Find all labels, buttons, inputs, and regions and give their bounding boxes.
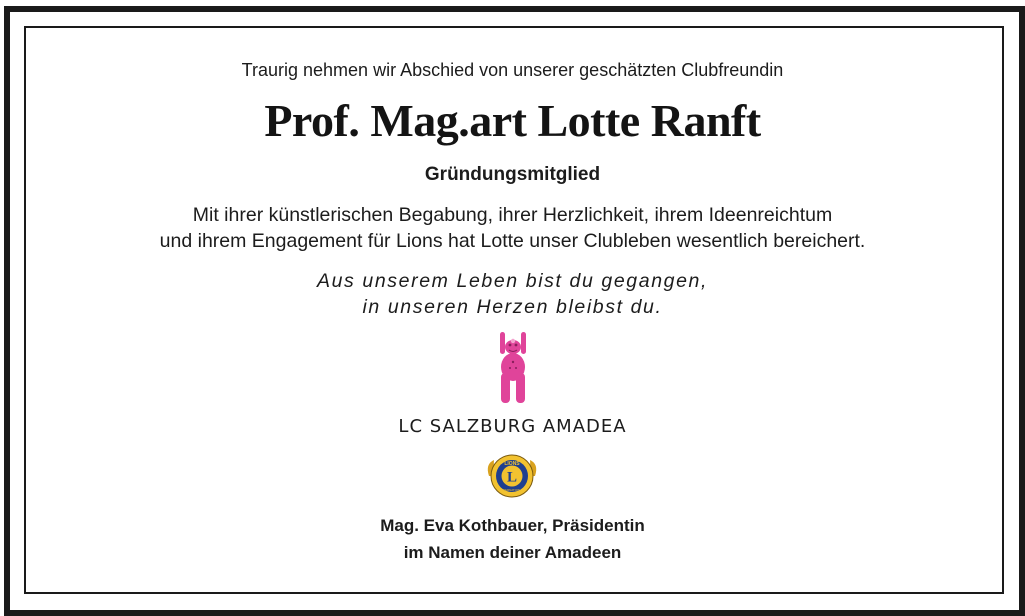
signer-note: im Namen deiner Amadeen [403, 543, 622, 562]
pink-figure-icon [493, 329, 533, 405]
member-role: Gründungsmitglied [424, 164, 601, 185]
tribute-line: Mit ihrer künstlerischen Begabung, ihrer Herzlichkeit, ihrem Ideenreichtum [192, 204, 833, 226]
lions-international-logo-icon [485, 448, 539, 504]
club-name: LC SALZBURG AMADEA [398, 416, 627, 437]
signer-name: Mag. Eva Kothbauer, Präsidentin [380, 516, 645, 535]
verse-line: Aus unserem Leben bist du gegangen, [317, 270, 708, 292]
verse-line: in unseren Herzen bleibst du. [362, 296, 663, 318]
lions-logo-top-text: LIONS [504, 461, 520, 467]
deceased-name: Prof. Mag.art Lotte Ranft [264, 95, 761, 146]
lions-logo-letter: L [506, 469, 518, 486]
lions-logo-bottom-text: INTERNATIONAL [500, 488, 524, 492]
tribute-line: und ihrem Engagement für Lions hat Lotte unser Clubleben wesentlich bereichert. [159, 230, 866, 252]
intro-text: Traurig nehmen wir Abschied von unserer geschätzten Clubfreundin [241, 60, 784, 80]
